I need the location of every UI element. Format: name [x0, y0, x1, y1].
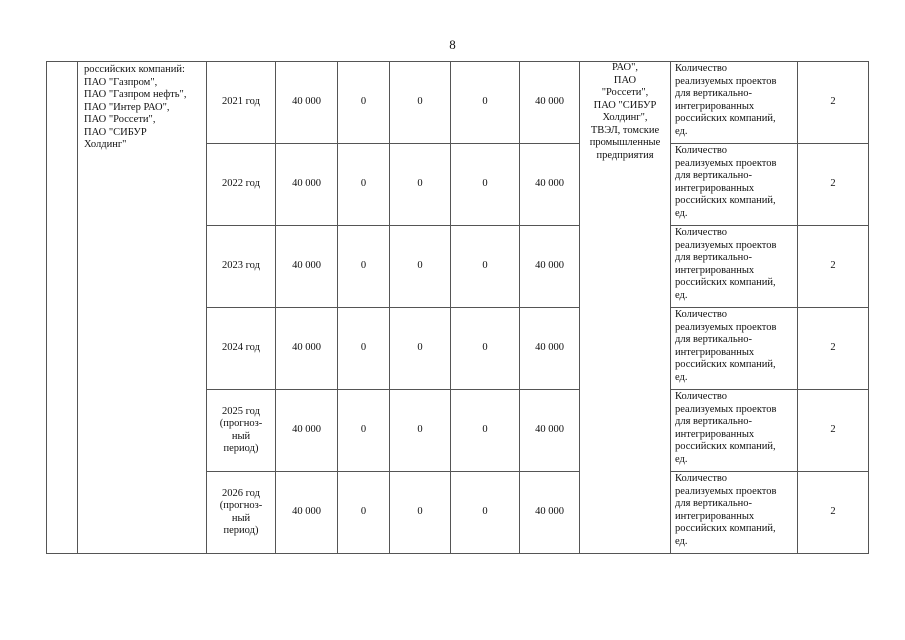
indicator-line: российских компаний, — [675, 195, 776, 206]
indicator-line: реализуемых проектов — [675, 75, 777, 87]
regional-cell: 0 — [390, 62, 451, 144]
federal-cell: 0 — [338, 390, 390, 472]
extrabudget-cell: 40 000 — [520, 144, 580, 226]
regional-cell: 0 — [390, 472, 451, 554]
year-line: (прогноз- — [219, 418, 263, 429]
participants-line: ПАО "Россети", — [84, 114, 156, 125]
financing-table — [46, 61, 869, 554]
year-line: 2025 год — [222, 405, 260, 417]
federal-cell: 0 — [338, 144, 390, 226]
indicator-line: российских компаний, — [675, 359, 776, 370]
participants-line: Холдинг" — [84, 139, 127, 150]
regional-cell: 0 — [390, 144, 451, 226]
indicator-line: реализуемых проектов — [675, 239, 777, 251]
executors-line: промышленные — [589, 137, 661, 148]
indicator-line: ед. — [675, 371, 688, 383]
indicator-line: интегрированных — [675, 510, 755, 522]
indicator-line: для вертикально- — [675, 252, 753, 263]
year-line: период) — [223, 443, 259, 454]
year-cell — [207, 226, 276, 308]
page-number: 8 — [449, 37, 456, 52]
regional-cell: 0 — [390, 390, 451, 472]
municipal-cell: 0 — [451, 144, 520, 226]
participants-line: ПАО "СИБУР — [84, 126, 147, 138]
total-cell: 40 000 — [276, 308, 338, 390]
participants-cell — [78, 62, 207, 554]
year-cell — [207, 62, 276, 144]
indicator-line: Количество — [675, 145, 728, 156]
indicator-line: для вертикально- — [675, 170, 753, 181]
indicator-line: интегрированных — [675, 346, 755, 358]
indicator-line: ед. — [675, 535, 688, 547]
indicator-line: для вертикально- — [675, 334, 753, 345]
indicator-line: для вертикально- — [675, 416, 753, 427]
indicator-line: российских компаний, — [675, 523, 776, 534]
indicator-value-cell: 2 — [798, 472, 869, 554]
regional-cell: 0 — [390, 308, 451, 390]
year-line: (прогноз- — [219, 500, 263, 511]
indicator-value-cell: 2 — [798, 390, 869, 472]
executors-cell — [580, 62, 671, 554]
municipal-cell: 0 — [451, 62, 520, 144]
indicator-cell — [671, 390, 798, 472]
municipal-cell: 0 — [451, 226, 520, 308]
indicator-line: российских компаний, — [675, 277, 776, 288]
year-line: 2026 год — [222, 487, 260, 499]
federal-cell: 0 — [338, 62, 390, 144]
federal-cell: 0 — [338, 226, 390, 308]
regional-cell: 0 — [390, 226, 451, 308]
total-cell: 40 000 — [276, 144, 338, 226]
extrabudget-cell: 40 000 — [520, 472, 580, 554]
year-line: ный — [231, 430, 251, 442]
federal-cell: 0 — [338, 308, 390, 390]
extrabudget-cell: 40 000 — [520, 390, 580, 472]
year-line: 2021 год — [222, 96, 260, 108]
indicator-line: российских компаний, — [675, 113, 776, 124]
indicator-line: Количество — [675, 227, 728, 238]
total-cell: 40 000 — [276, 226, 338, 308]
indicator-line: Количество — [675, 63, 728, 74]
indicator-line: интегрированных — [675, 100, 755, 112]
indicator-line: для вертикально- — [675, 498, 753, 509]
indicator-cell — [671, 144, 798, 226]
year-cell — [207, 472, 276, 554]
indicator-line: интегрированных — [675, 182, 755, 194]
total-cell: 40 000 — [276, 472, 338, 554]
indicator-line: Количество — [675, 473, 728, 484]
indicator-value-cell: 2 — [798, 226, 869, 308]
indicator-cell — [671, 308, 798, 390]
indicator-value-cell: 2 — [798, 308, 869, 390]
indicator-line: реализуемых проектов — [675, 321, 777, 333]
year-line: период) — [223, 525, 259, 536]
indicator-line: ед. — [675, 207, 688, 219]
municipal-cell: 0 — [451, 308, 520, 390]
row-number-cell — [47, 62, 78, 554]
participants-line: российских компаний: — [84, 64, 185, 75]
table-row — [47, 62, 869, 144]
extrabudget-cell: 40 000 — [520, 62, 580, 144]
executors-line: РАО", — [611, 62, 639, 73]
total-cell: 40 000 — [276, 390, 338, 472]
indicator-line: реализуемых проектов — [675, 485, 777, 497]
year-cell — [207, 308, 276, 390]
total-cell: 40 000 — [276, 62, 338, 144]
year-cell — [207, 144, 276, 226]
executors-line: "Россети", — [601, 87, 649, 98]
year-line: ный — [231, 512, 251, 524]
indicator-line: реализуемых проектов — [675, 403, 777, 415]
year-line: 2022 год — [222, 178, 260, 190]
extrabudget-cell: 40 000 — [520, 308, 580, 390]
municipal-cell: 0 — [451, 390, 520, 472]
indicator-line: интегрированных — [675, 264, 755, 276]
indicator-cell — [671, 226, 798, 308]
indicator-line: ед. — [675, 289, 688, 301]
extrabudget-cell: 40 000 — [520, 226, 580, 308]
indicator-line: ед. — [675, 453, 688, 465]
municipal-cell: 0 — [451, 472, 520, 554]
indicator-line: российских компаний, — [675, 441, 776, 452]
participants-line: ПАО "Газпром нефть", — [84, 89, 187, 100]
indicator-line: реализуемых проектов — [675, 157, 777, 169]
executors-line: ПАО — [613, 74, 637, 86]
participants-line: ПАО "Интер РАО", — [84, 101, 170, 113]
executors-line: ТВЭЛ, томские — [590, 124, 660, 136]
federal-cell: 0 — [338, 472, 390, 554]
indicator-line: ед. — [675, 125, 688, 137]
executors-line: ПАО "СИБУР — [593, 99, 657, 111]
indicator-line: Количество — [675, 309, 728, 320]
indicator-cell — [671, 62, 798, 144]
indicator-line: Количество — [675, 391, 728, 402]
executors-line: Холдинг", — [602, 112, 648, 123]
indicator-value-cell: 2 — [798, 144, 869, 226]
participants-line: ПАО "Газпром", — [84, 76, 158, 88]
year-cell — [207, 390, 276, 472]
table-body — [47, 62, 869, 554]
indicator-line: для вертикально- — [675, 88, 753, 99]
year-line: 2023 год — [222, 260, 260, 272]
indicator-cell — [671, 472, 798, 554]
indicator-line: интегрированных — [675, 428, 755, 440]
indicator-value-cell: 2 — [798, 62, 869, 144]
year-line: 2024 год — [222, 342, 260, 354]
executors-line: предприятия — [596, 149, 654, 161]
